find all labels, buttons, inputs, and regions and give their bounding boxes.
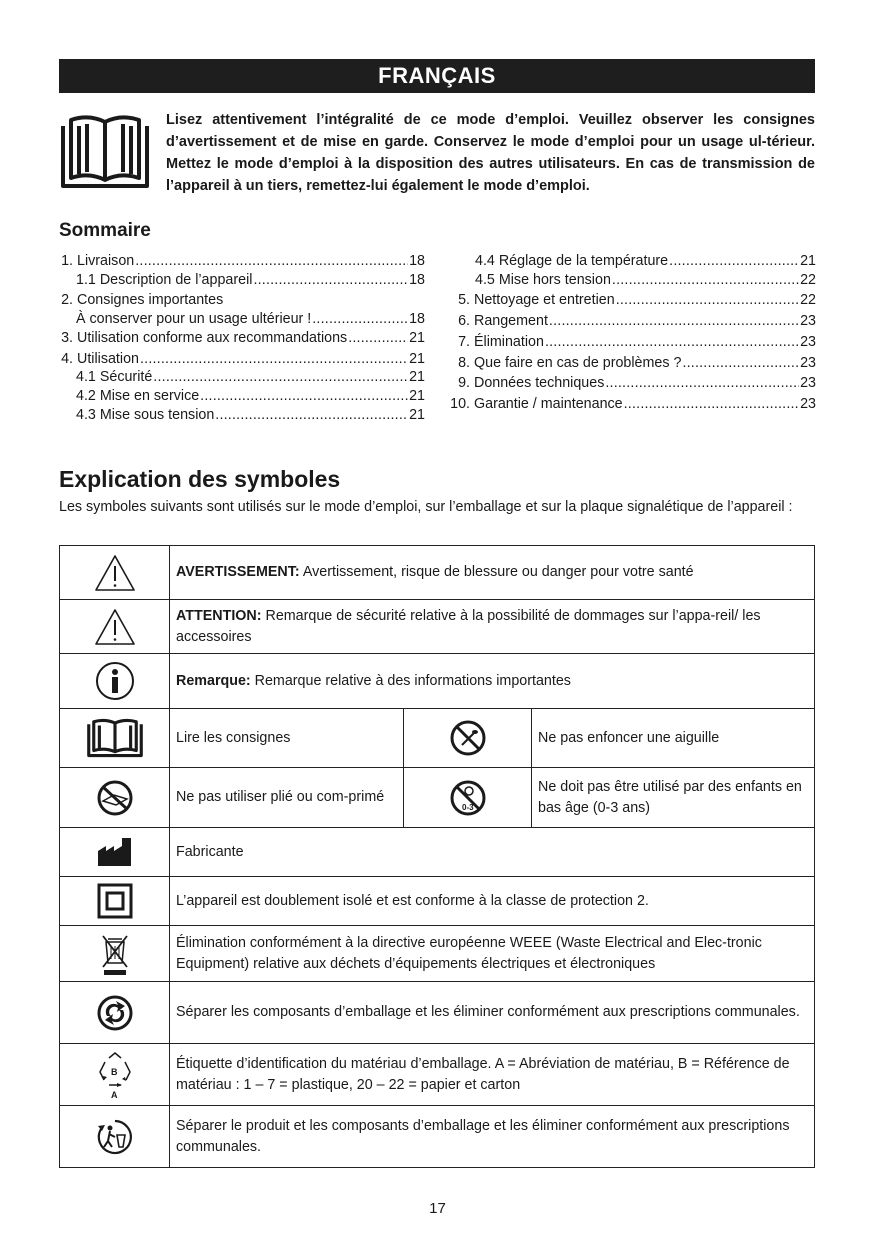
toc-entry[interactable]: 4.2 Mise en service ..... 21 xyxy=(59,387,425,406)
table-row xyxy=(60,828,815,877)
info-icon xyxy=(60,654,170,709)
toc-entry[interactable]: 1.1 Description de l’appareil ..... 18 xyxy=(59,271,425,290)
symbols-table xyxy=(59,545,815,1168)
table-row xyxy=(60,1106,815,1168)
table-row xyxy=(60,982,815,1044)
tidyman-recycle-icon xyxy=(60,1106,170,1168)
symbol-description: Ne doit pas être utilisé par des enfants en bas âge (0-3 ans) xyxy=(532,768,815,828)
toc-entry[interactable]: 7. Élimination ..... 23 xyxy=(458,333,816,352)
open-book-icon xyxy=(59,112,151,192)
open-book-icon xyxy=(60,709,170,768)
toc-left-column xyxy=(59,252,425,424)
toc-entry[interactable]: 4.4 Réglage de la température ..... 21 xyxy=(458,252,816,271)
toc-entry[interactable]: 4.3 Mise sous tension ..... 21 xyxy=(59,406,425,425)
toc-entry[interactable]: 10. Garantie / maintenance ..... 23 xyxy=(450,395,816,414)
manufacturer-icon xyxy=(60,828,170,877)
toc-entry[interactable]: 1. Livraison ..... 18 xyxy=(59,252,425,271)
toc-entry[interactable]: 3. Utilisation conforme aux recommandations ..... 21 xyxy=(59,329,425,348)
symbol-description: Lire les consignes xyxy=(170,709,404,768)
symbol-description: Séparer le produit et les composants d’emballage et les éliminer conformément aux prescriptions communales. xyxy=(170,1106,815,1168)
symbols-section-title: Explication des symboles xyxy=(59,466,341,492)
symbol-description: Élimination conformément à la directive européenne WEEE (Waste Electrical and Elec-tronic Equipment) relative aux déchets d’équipements électriques et électroniques xyxy=(170,926,815,982)
intro-warning-text: Lisez attentivement l’intégralité de ce mode d’emploi. Veuillez observer les consignes d’avertissement et de mise en garde. Conservez le mode d’emploi pour un usage ul-térieur. Mettez le mode d’emploi à la disposition des autres utilisateurs. En cas de transmission de l’appareil à un tiers, remettez-lui également le mode d’emploi. xyxy=(166,112,815,194)
toc-entry[interactable]: 6. Rangement ..... 23 xyxy=(458,312,816,331)
language-header: FRANÇAIS xyxy=(59,59,815,93)
recycling-code-icon xyxy=(60,1044,170,1106)
no-folding-icon xyxy=(60,768,170,828)
symbol-description: Fabricante xyxy=(170,828,815,877)
symbol-description: Ne pas enfoncer une aiguille xyxy=(532,709,815,768)
symbol-description: L’appareil est doublement isolé et est conforme à la classe de protection 2. xyxy=(170,877,815,926)
toc-entry[interactable]: 5. Nettoyage et entretien ..... 22 xyxy=(458,291,816,310)
symbol-description: Séparer les composants d’emballage et les éliminer conformément aux prescriptions communales. xyxy=(170,982,815,1044)
toc-entry[interactable]: 4.5 Mise hors tension ..... 22 xyxy=(458,271,816,290)
symbol-description: Ne pas utiliser plié ou com-primé xyxy=(170,768,404,828)
toc-entry[interactable]: 4. Utilisation ..... 21 xyxy=(59,350,425,369)
toc-entry[interactable]: 4.1 Sécurité ..... 21 xyxy=(59,368,425,387)
table-row xyxy=(60,1044,815,1106)
table-row xyxy=(60,709,815,768)
double-insulation-icon xyxy=(60,877,170,926)
symbol-description: ATTENTION: Remarque de sécurité relative à la possibilité de dommages sur l’appa-reil/ les accessoires xyxy=(170,600,815,654)
toc-entry[interactable]: 9. Données techniques ..... 23 xyxy=(458,374,816,393)
page-number: 17 xyxy=(429,1200,446,1217)
not-for-children-icon xyxy=(404,768,532,828)
no-needle-icon xyxy=(404,709,532,768)
age-label: 0-3 xyxy=(461,802,474,812)
table-row xyxy=(60,877,815,926)
table-row xyxy=(60,768,815,828)
toc-entry[interactable]: 8. Que faire en cas de problèmes ? ..... 23 xyxy=(458,354,816,373)
symbol-description: Étiquette d’identification du matériau d’emballage. A = Abréviation de matériau, B = Référence de matériau : 1 – 7 = plastique, 20 – 22 = papier et carton xyxy=(170,1044,815,1106)
weee-bin-icon xyxy=(60,926,170,982)
toc-entry[interactable]: À conserver pour un usage ultérieur ! ..... 18 xyxy=(59,310,425,329)
table-row xyxy=(60,546,815,600)
material-code-label: B xyxy=(110,1066,117,1077)
toc-title: Sommaire xyxy=(59,220,151,241)
table-row xyxy=(60,600,815,654)
table-row xyxy=(60,654,815,709)
warning-triangle-icon xyxy=(60,546,170,600)
symbols-intro-text: Les symboles suivants sont utilisés sur le mode d’emploi, sur l’emballage et sur la plaque signalétique de l’appareil : xyxy=(59,499,793,515)
table-row xyxy=(60,926,815,982)
green-dot-icon xyxy=(60,982,170,1044)
symbol-description: AVERTISSEMENT: Avertissement, risque de blessure ou danger pour votre santé xyxy=(170,546,815,600)
toc-right-column xyxy=(450,252,816,414)
caution-triangle-icon xyxy=(60,600,170,654)
material-abbrev-label: A xyxy=(110,1089,117,1100)
symbol-description: Remarque: Remarque relative à des informations importantes xyxy=(170,654,815,709)
toc-entry[interactable]: 2. Consignes importantes xyxy=(61,292,224,309)
